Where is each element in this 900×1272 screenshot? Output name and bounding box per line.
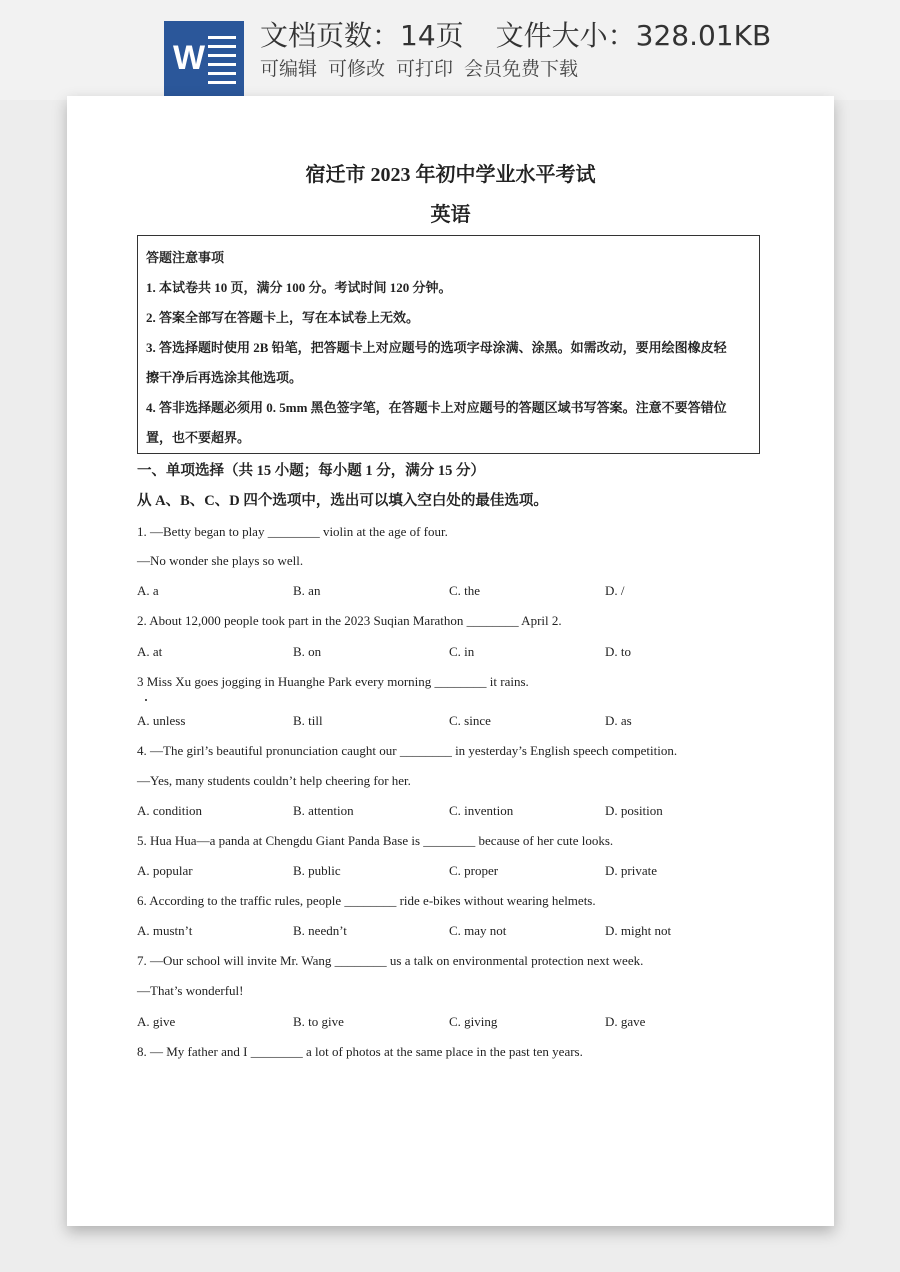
notice-box <box>137 235 760 454</box>
option-b: B. on <box>293 644 322 659</box>
option-c: C. proper <box>449 863 499 878</box>
notice-item: 2. 答案全部写在答题卡上，写在本试卷上无效。 <box>146 310 420 325</box>
question-4-text: 4. —The girl’s beautiful pronunciation caught our ________ in yesterday’s English speech competition. <box>137 743 678 758</box>
question-6-text: 6. According to the traffic rules, people ________ ride e-bikes without wearing helmets. <box>137 893 596 908</box>
option-c: C. giving <box>449 1014 498 1029</box>
option-b: B. public <box>293 863 341 878</box>
question-2-text: 2. About 12,000 people took part in the 2023 Suqian Marathon ________ April 2. <box>137 613 562 628</box>
option-a: A. a <box>137 583 159 598</box>
feature-modifiable: 可修改 <box>328 58 386 80</box>
question-7-reply: —That’s wonderful! <box>137 983 244 998</box>
feature-member-download: 会员免费下载 <box>464 58 579 80</box>
option-c: C. since <box>449 713 491 728</box>
option-a: A. give <box>137 1014 176 1029</box>
option-c: C. the <box>449 583 481 598</box>
question-1-reply: —No wonder she plays so well. <box>137 553 304 568</box>
file-size: 文件大小：328.01KB <box>495 19 772 52</box>
section-instruction: 从 A、B、C、D 四个选项中，选出可以填入空白处的最佳选项。 <box>137 493 548 509</box>
option-d: D. to <box>605 644 631 659</box>
question-4-reply: —Yes, many students couldn’t help cheering for her. <box>137 773 411 788</box>
notice-item: 擦干净后再选涂其他选项。 <box>146 370 303 385</box>
option-d: D. position <box>605 803 663 818</box>
feature-list <box>260 56 589 82</box>
notice-item: 3. 答选择题时使用 2B 铅笔，把答题卡上对应题号的选项字母涂满、涂黑。如需改动，要用绘图橡皮轻 <box>146 340 727 355</box>
option-c: C. may not <box>449 923 507 938</box>
option-d: D. gave <box>605 1014 646 1029</box>
feature-editable: 可编辑 <box>260 58 318 80</box>
option-a: A. mustn’t <box>137 923 193 938</box>
option-c: C. invention <box>449 803 514 818</box>
word-logo-letter: W <box>173 39 206 77</box>
option-b: B. attention <box>293 803 354 818</box>
feature-printable: 可打印 <box>396 58 454 80</box>
option-a: A. at <box>137 644 163 659</box>
question-7-text: 7. —Our school will invite Mr. Wang ________ us a talk on environmental protection next week. <box>137 953 644 968</box>
option-d: D. / <box>605 583 625 598</box>
option-a: A. unless <box>137 713 186 728</box>
word-document-icon <box>164 21 244 96</box>
notice-item: 4. 答非选择题必须用 0. 5mm 黑色签字笔，在答题卡上对应题号的答题区域书写答案。注意不要答错位 <box>146 400 727 415</box>
notice-item: 1. 本试卷共 10 页，满分 100 分。考试时间 120 分钟。 <box>146 280 452 295</box>
file-meta <box>260 18 771 54</box>
option-b: B. an <box>293 583 321 598</box>
stray-dot <box>145 699 147 701</box>
section-title: 一、单项选择（共 15 小题；每小题 1 分，满分 15 分） <box>137 463 485 479</box>
option-b: B. needn’t <box>293 923 347 938</box>
document-page <box>67 96 834 1226</box>
option-d: D. might not <box>605 923 672 938</box>
option-c: C. in <box>449 644 475 659</box>
document-lines-icon <box>208 36 236 90</box>
notice-item: 置，也不要超界。 <box>146 430 251 445</box>
exam-title: 宿迁市 2023 年初中学业水平考试 <box>305 164 596 186</box>
option-b: B. till <box>293 713 323 728</box>
option-d: D. private <box>605 863 657 878</box>
question-5-text: 5. Hua Hua—a panda at Chengdu Giant Panda Base is ________ because of her cute looks. <box>137 833 614 848</box>
notice-heading: 答题注意事项 <box>146 250 225 265</box>
page-count: 文档页数：14页 <box>260 19 464 52</box>
exam-subject: 英语 <box>430 204 471 226</box>
option-a: A. popular <box>137 863 193 878</box>
header-bar <box>0 0 900 100</box>
option-b: B. to give <box>293 1014 344 1029</box>
option-a: A. condition <box>137 803 202 818</box>
option-d: D. as <box>605 713 632 728</box>
question-3-text: 3 Miss Xu goes jogging in Huanghe Park every morning ________ it rains. <box>137 674 529 689</box>
question-1-text: 1. —Betty began to play ________ violin at the age of four. <box>137 524 448 539</box>
question-8-text: 8. — My father and I ________ a lot of photos at the same place in the past ten years. <box>137 1044 583 1059</box>
